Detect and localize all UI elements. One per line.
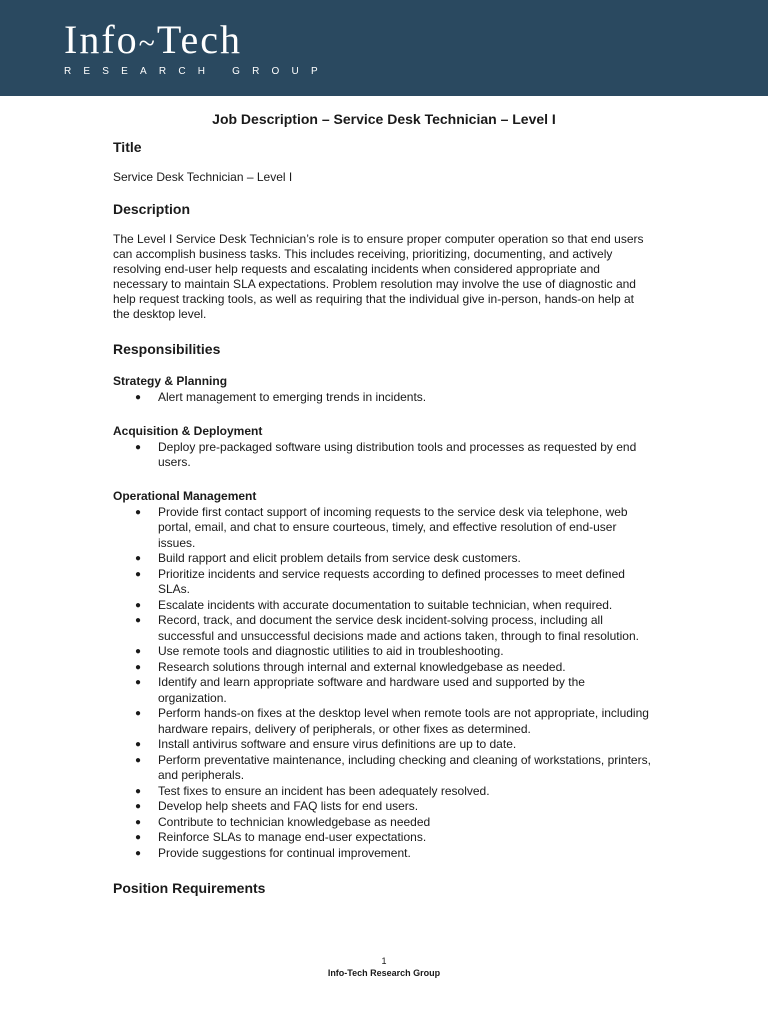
list-item (113, 846, 653, 862)
logo-word-2: Tech (156, 17, 243, 62)
section-heading-position-requirements: Position Requirements (113, 880, 266, 896)
list-item (113, 567, 653, 598)
list-item-text: Use remote tools and diagnostic utilities to aid in troubleshooting. (158, 644, 504, 658)
logo-wordmark (64, 17, 330, 64)
list-item-text: Escalate incidents with accurate documentation to suitable technician, when required. (158, 597, 613, 612)
logo-tilde: ~ (138, 27, 157, 60)
bullet-icon: ● (135, 506, 142, 518)
list-item-text: Prioritize incidents and service requests according to defined processes to meet defined SLAs. (158, 566, 625, 596)
list-item (113, 644, 653, 660)
logo-subtitle: RESEARCH GROUP (64, 66, 330, 77)
responsibility-subheading: Strategy & Planning (113, 374, 228, 388)
responsibility-subheading: Acquisition & Deployment (113, 423, 263, 438)
bullet-icon: ● (135, 847, 142, 859)
section-heading-title: Title (113, 139, 142, 155)
list-item-text: Build rapport and elicit problem details from service desk customers. (158, 551, 521, 565)
bullet-icon: ● (135, 568, 142, 580)
info-tech-logo (64, 17, 330, 77)
list-item (113, 830, 653, 846)
list-item (113, 753, 653, 784)
responsibility-list (113, 440, 653, 471)
bullet-icon: ● (135, 832, 142, 843)
list-item-text: Develop help sheets and FAQ lists for end users. (158, 799, 419, 813)
bullet-icon: ● (135, 739, 142, 750)
list-item-text: Identify and learn appropriate software and hardware used and supported by the organization. (158, 675, 585, 705)
list-item-text: Install antivirus software and ensure virus definitions are up to date. (158, 737, 517, 751)
list-item (113, 598, 653, 614)
list-item (113, 660, 653, 676)
page-footer (0, 955, 768, 979)
list-item (113, 675, 653, 706)
responsibilities-groups (113, 374, 653, 861)
bullet-icon: ● (135, 599, 142, 611)
section-heading-description: Description (113, 201, 191, 217)
list-item (113, 440, 653, 471)
list-item (113, 737, 653, 753)
list-item-text: Test fixes to ensure an incident has been adequately resolved. (158, 783, 490, 798)
bullet-icon: ● (135, 646, 142, 657)
list-item-text: Alert management to emerging trends in incidents. (158, 390, 427, 404)
bullet-icon: ● (135, 754, 142, 766)
list-item (113, 784, 653, 800)
list-item-text: Record, track, and document the service desk incident-solving process, including all successful and unsuccessful decisions made and actions taken, through to final resolution. (158, 613, 639, 643)
bullet-icon: ● (135, 677, 142, 688)
bullet-icon: ● (135, 553, 142, 564)
bullet-icon: ● (135, 708, 142, 719)
bullet-icon: ● (135, 615, 142, 626)
list-item-text: Contribute to technician knowledgebase as needed (158, 814, 431, 829)
bullet-icon: ● (135, 816, 142, 828)
responsibility-subheading: Operational Management (113, 488, 257, 503)
list-item (113, 613, 653, 644)
bullet-icon: ● (135, 392, 142, 403)
bullet-icon: ● (135, 785, 142, 797)
list-item (113, 799, 653, 815)
header-band (0, 0, 768, 96)
description-body: The Level I Service Desk Technician’s role is to ensure proper computer operation so that end users can accomplish business tasks. This includes receiving, prioritizing, documenting, and actively resolving end-user help requests and escalating incidents when considered appropriate and necessary to maintain SLA expectations. Problem resolution may involve the use of diagnostic and help request tracking tools, as well as requiring that the individual give in-person, hands-on help at the desktop level. (113, 232, 644, 321)
document-body (113, 110, 653, 897)
section-heading-responsibilities: Responsibilities (113, 341, 221, 357)
list-item-text: Research solutions through internal and external knowledgebase as needed. (158, 659, 566, 674)
document-title: Job Description – Service Desk Technician – Level I (212, 111, 556, 127)
title-body: Service Desk Technician – Level I (113, 170, 293, 184)
list-item (113, 390, 653, 406)
bullet-icon: ● (135, 661, 142, 673)
list-item (113, 706, 653, 737)
list-item-text: Reinforce SLAs to manage end-user expectations. (158, 830, 427, 844)
list-item-text: Provide suggestions for continual improvement. (158, 845, 411, 860)
bullet-icon: ● (135, 441, 142, 453)
list-item-text: Perform hands-on fixes at the desktop level when remote tools are not appropriate, including hardware repairs, delivery of peripherals, or other fixes as determined. (158, 706, 649, 736)
page-number: 1 (381, 956, 387, 966)
list-item-text: Deploy pre-packaged software using distribution tools and processes as requested by end users. (158, 439, 637, 469)
list-item-text: Perform preventative maintenance, including checking and cleaning of workstations, printers, and peripherals. (158, 752, 651, 782)
footer-org: Info-Tech Research Group (327, 968, 441, 978)
responsibility-list (113, 505, 653, 862)
responsibility-list (113, 390, 653, 406)
bullet-icon: ● (135, 801, 142, 812)
list-item (113, 815, 653, 831)
logo-word-1: Info (64, 17, 139, 62)
list-item-text: Provide first contact support of incoming requests to the service desk via telephone, web portal, email, and chat to ensure courteous, timely, and effective resolution of end-user issues. (158, 504, 628, 550)
list-item (113, 551, 653, 567)
list-item (113, 505, 653, 552)
